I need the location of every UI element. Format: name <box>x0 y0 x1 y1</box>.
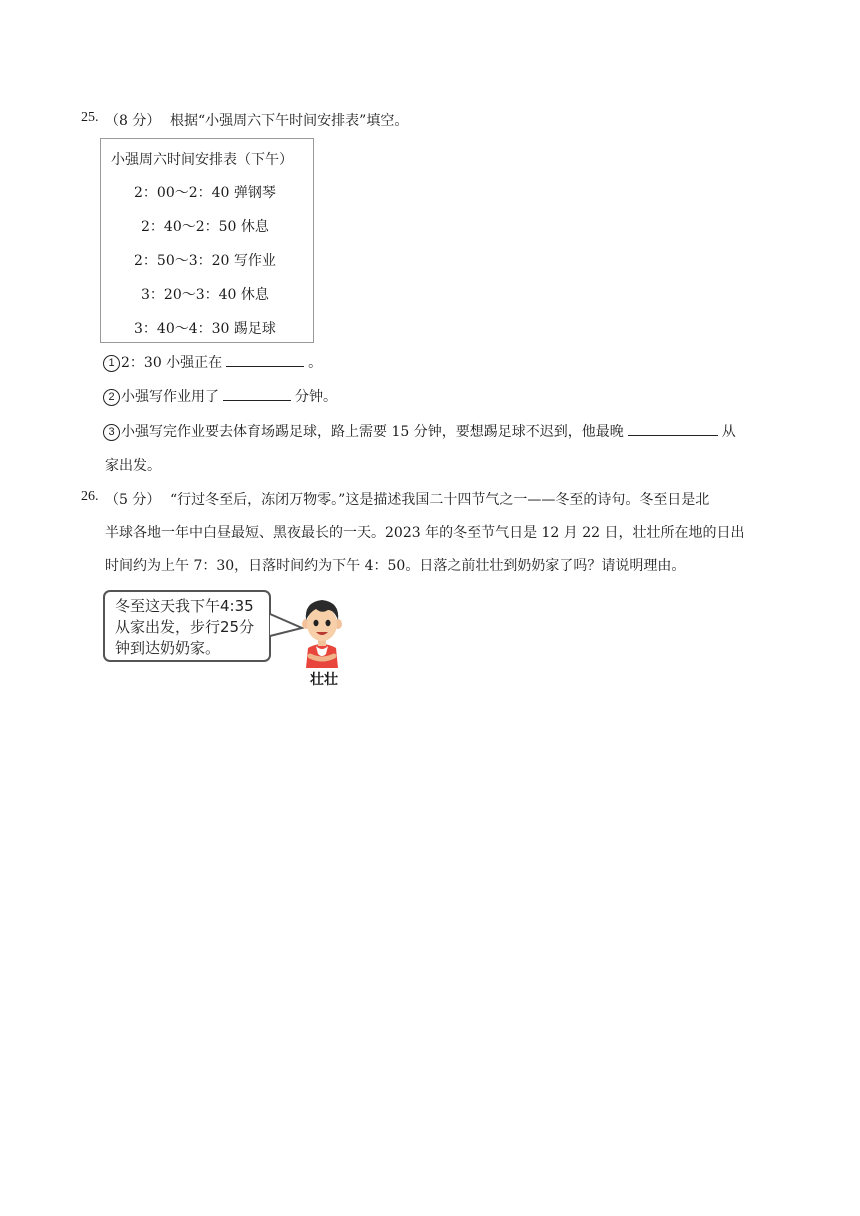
circled-number-3: 3 <box>103 424 120 441</box>
answer-blank-2[interactable] <box>223 386 291 401</box>
q25-number: 25. <box>81 110 99 125</box>
boy-character-icon <box>298 596 346 668</box>
bubble-line: 钟到达奶奶家。 <box>115 639 221 657</box>
circled-number-2: 2 <box>103 389 120 406</box>
schedule-row: 2：40～2：50 休息 <box>141 219 269 235</box>
bubble-line: 冬至这天我下午4:35 <box>115 597 254 615</box>
schedule-row: 3：40～4：30 踢足球 <box>134 321 276 337</box>
q25-sub3-line2: 家出发。 <box>105 458 161 474</box>
q25-sub2: 2 小强写作业用了 分钟。 <box>103 386 337 406</box>
schedule-row: 3：20～3：40 休息 <box>141 287 269 303</box>
q25-points: （8 分） <box>105 113 161 129</box>
bubble-line: 从家出发，步行25分 <box>115 618 255 636</box>
q26-line: 时间约为上午 7：30，日落时间约为下午 4：50。日落之前壮壮到奶奶家了吗？请说明理由。 <box>105 558 686 574</box>
q26-number: 26. <box>81 489 99 504</box>
schedule-table <box>100 138 314 343</box>
answer-blank-1[interactable] <box>226 352 304 367</box>
speech-bubble <box>103 590 271 662</box>
schedule-row: 2：50～3：20 写作业 <box>134 253 276 269</box>
q25-stem: 根据“小强周六下午时间安排表”填空。 <box>170 113 409 129</box>
schedule-title: 小强周六时间安排表（下午） <box>111 152 293 168</box>
q26-points: （5 分） <box>105 492 161 508</box>
schedule-row: 2：00～2：40 弹钢琴 <box>134 185 276 201</box>
answer-blank-3[interactable] <box>628 421 718 436</box>
q25-sub3: 3 小强写完作业要去体育场踢足球，路上需要 15 分钟，要想踢足球不迟到，他最晚 从 <box>103 421 736 441</box>
q25-sub1: 1 2：30 小强正在 。 <box>103 352 322 372</box>
circled-number-1: 1 <box>103 355 120 372</box>
character-name-label: 壮壮 <box>310 672 338 688</box>
q26-line: 半球各地一年中白昼最短、黑夜最长的一天。2023 年的冬至节气日是 12 月 22 日，壮壮所在地的日出 <box>105 525 745 541</box>
q26-line: “行过冬至后，冻闭万物零。”这是描述我国二十四节气之一——冬至的诗句。冬至日是北 <box>170 492 710 508</box>
